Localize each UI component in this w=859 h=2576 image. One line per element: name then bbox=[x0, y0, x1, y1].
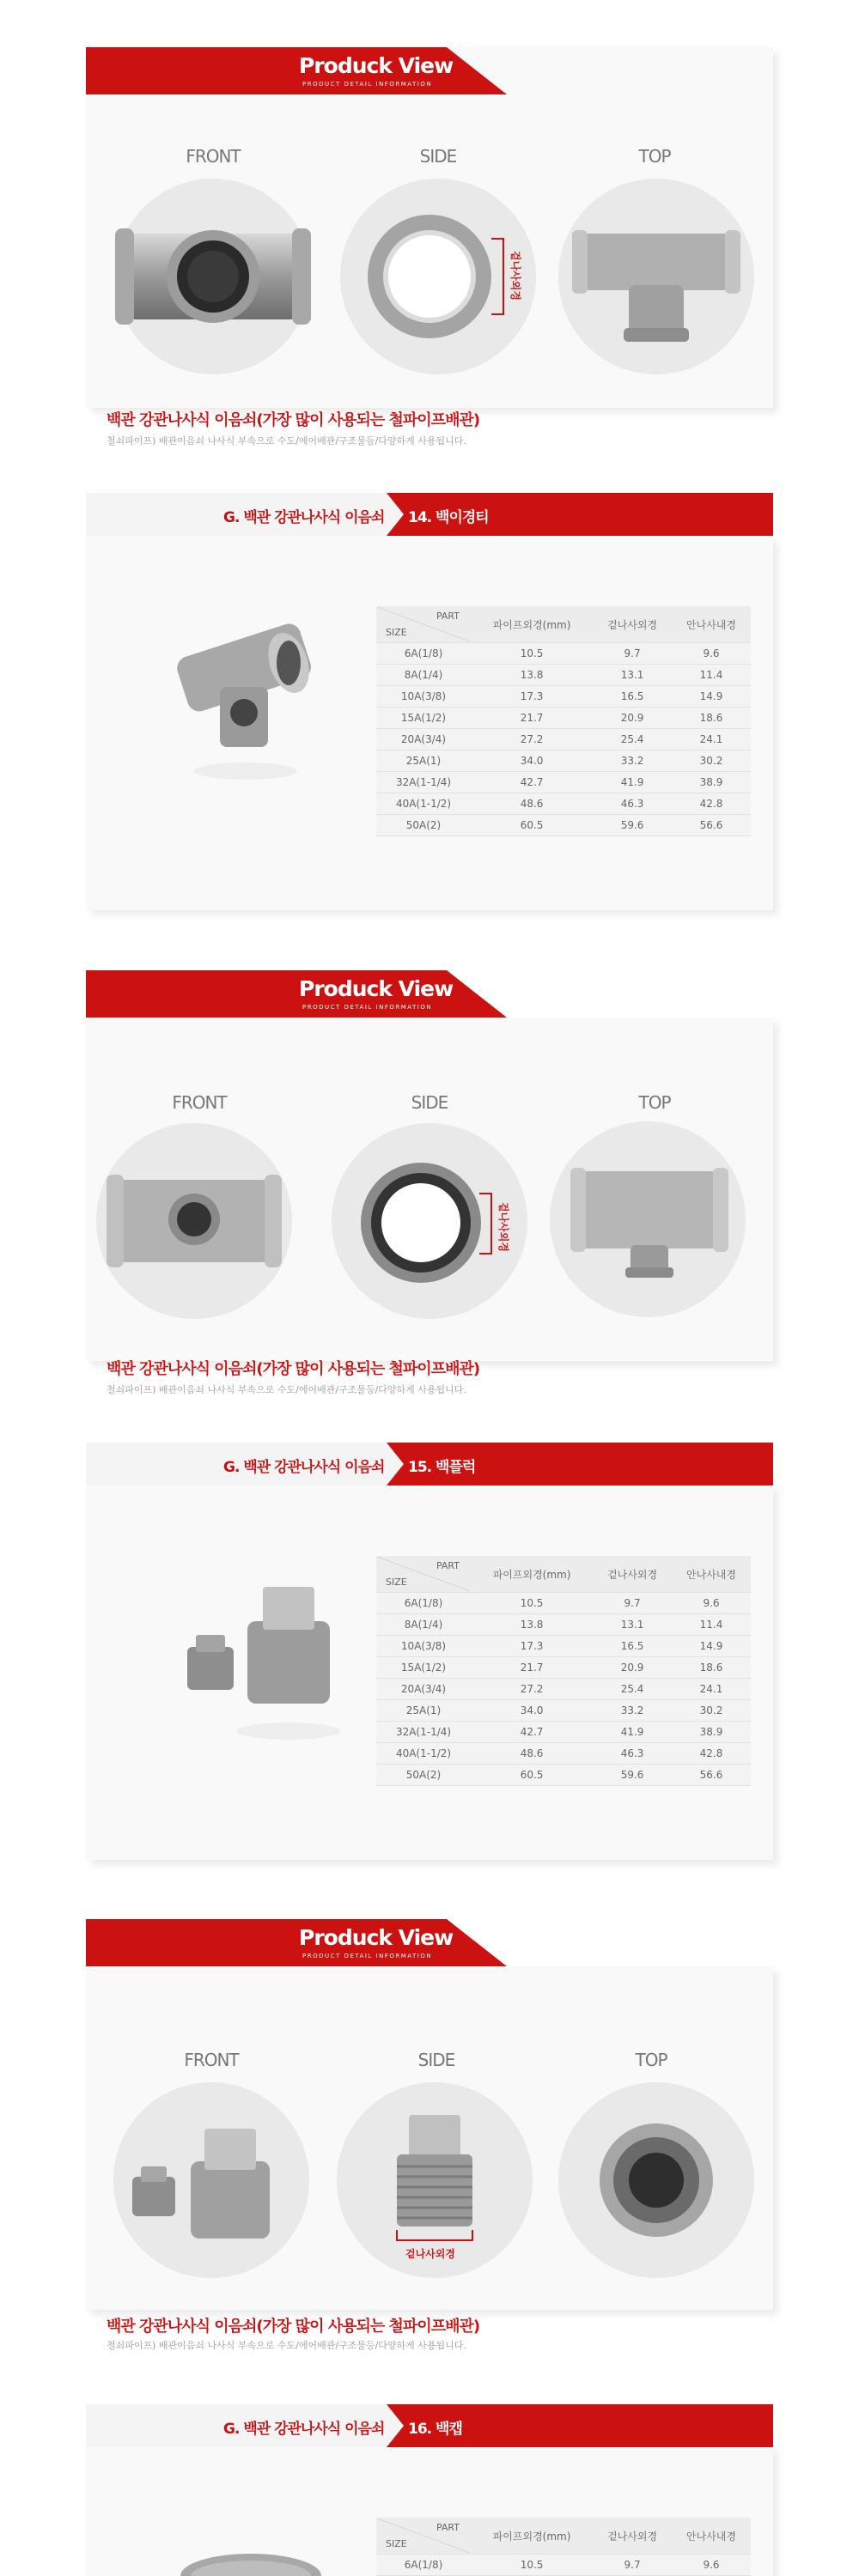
value-cell: 48.6 bbox=[471, 1743, 593, 1765]
table-row bbox=[376, 1636, 751, 1657]
table-row bbox=[376, 815, 751, 836]
value-cell: 20.9 bbox=[593, 1657, 672, 1679]
product-view-banner bbox=[86, 47, 515, 94]
table-row bbox=[376, 1593, 751, 1614]
value-cell: 42.8 bbox=[672, 1743, 751, 1765]
value-cell: 34.0 bbox=[471, 1700, 593, 1722]
view-label-top: TOP bbox=[638, 146, 671, 167]
column-header: 파이프외경(mm) bbox=[471, 606, 593, 643]
table-row bbox=[376, 1614, 751, 1636]
column-header: 겉나사외경 bbox=[593, 1556, 672, 1593]
value-cell: 13.1 bbox=[593, 1614, 672, 1636]
value-cell: 41.9 bbox=[593, 1722, 672, 1743]
banner-title: Produck View bbox=[299, 53, 454, 78]
value-cell: 33.2 bbox=[593, 1700, 672, 1722]
value-cell: 60.5 bbox=[471, 1765, 593, 1786]
value-cell: 34.0 bbox=[471, 750, 593, 772]
plug-side-image bbox=[337, 2082, 533, 2278]
value-cell: 24.1 bbox=[672, 729, 751, 750]
description-title: 백관 강관나사식 이음쇠(가장 많이 사용되는 철파이프배관) bbox=[107, 2318, 480, 2336]
table-row bbox=[376, 1657, 751, 1679]
front-view-circle bbox=[115, 179, 311, 374]
tee-top-image bbox=[558, 179, 754, 374]
value-cell: 14.9 bbox=[672, 1636, 751, 1657]
value-cell: 16.5 bbox=[593, 686, 672, 708]
value-cell: 56.6 bbox=[672, 815, 751, 836]
table-row bbox=[376, 1765, 751, 1786]
value-cell: 14.9 bbox=[672, 686, 751, 708]
size-cell: 40A(1-1/2) bbox=[376, 1743, 471, 1765]
value-cell: 30.2 bbox=[672, 750, 751, 772]
size-cell: 20A(3/4) bbox=[376, 729, 471, 750]
value-cell: 9.7 bbox=[593, 643, 672, 665]
top-view-circle bbox=[550, 1121, 746, 1317]
table-header-row bbox=[376, 1556, 751, 1593]
value-cell: 25.4 bbox=[593, 1679, 672, 1700]
value-cell: 9.7 bbox=[593, 2555, 672, 2576]
description-title: 백관 강관나사식 이음쇠(가장 많이 사용되는 철파이프배관) bbox=[107, 411, 480, 429]
value-cell: 17.3 bbox=[471, 1636, 593, 1657]
top-view-circle bbox=[558, 179, 754, 374]
value-cell: 46.3 bbox=[593, 1743, 672, 1765]
table-row bbox=[376, 2555, 751, 2576]
table-row bbox=[376, 772, 751, 793]
column-header: 파이프외경(mm) bbox=[471, 1556, 593, 1593]
value-cell: 59.6 bbox=[593, 815, 672, 836]
size-cell: 20A(3/4) bbox=[376, 1679, 471, 1700]
column-header: 안나사내경 bbox=[672, 1556, 751, 1593]
column-header: 파이프외경(mm) bbox=[471, 2518, 593, 2555]
table-row bbox=[376, 665, 751, 686]
size-cell: 8A(1/4) bbox=[376, 665, 471, 686]
value-cell: 10.5 bbox=[471, 1593, 593, 1614]
category-bar-16 bbox=[86, 2404, 773, 2447]
dimension-label: 겉나사외경 bbox=[509, 251, 521, 301]
value-cell: 42.8 bbox=[672, 793, 751, 815]
tee-side-image bbox=[340, 179, 536, 374]
value-cell: 38.9 bbox=[672, 1722, 751, 1743]
reducing-tee-top-image bbox=[550, 1121, 746, 1317]
value-cell: 21.7 bbox=[471, 1657, 593, 1679]
size-cell: 10A(3/8) bbox=[376, 1636, 471, 1657]
size-cell: 10A(3/8) bbox=[376, 686, 471, 708]
table-corner bbox=[376, 2518, 471, 2555]
spec-table-14 bbox=[376, 606, 751, 836]
value-cell: 13.8 bbox=[471, 665, 593, 686]
value-cell: 13.1 bbox=[593, 665, 672, 686]
value-cell: 27.2 bbox=[471, 1679, 593, 1700]
table-row bbox=[376, 708, 751, 729]
size-cell: 25A(1) bbox=[376, 1700, 471, 1722]
value-cell: 11.4 bbox=[672, 665, 751, 686]
value-cell: 30.2 bbox=[672, 1700, 751, 1722]
category-title: G. 백관 강관나사식 이음쇠 bbox=[223, 509, 385, 526]
product-name-15: 15. 백플럭 bbox=[408, 1459, 476, 1476]
banner-subtitle: PRODUCT DETAIL INFORMATION bbox=[302, 1004, 433, 1011]
side-view-circle bbox=[337, 2082, 533, 2278]
table-row bbox=[376, 793, 751, 815]
banner-title: Produck View bbox=[299, 976, 454, 1001]
value-cell: 9.7 bbox=[593, 1593, 672, 1614]
plug-front-image bbox=[113, 2082, 309, 2278]
size-cell: 32A(1-1/4) bbox=[376, 772, 471, 793]
category-bar-14 bbox=[86, 493, 773, 536]
table-header-row bbox=[376, 2518, 751, 2555]
view-label-front: FRONT bbox=[172, 1092, 227, 1113]
value-cell: 24.1 bbox=[672, 1679, 751, 1700]
column-header: 겉나사외경 bbox=[593, 2518, 672, 2555]
table-row bbox=[376, 1679, 751, 1700]
description-text: 철쇠파이프) 배관이음쇠 나사식 부속으로 수도/에어배관/구조물등/다양하게 사용됩니다. bbox=[107, 435, 466, 447]
dimension-label: 겉나사외경 bbox=[405, 2248, 455, 2260]
value-cell: 9.6 bbox=[672, 643, 751, 665]
value-cell: 42.7 bbox=[471, 772, 593, 793]
banner-subtitle: PRODUCT DETAIL INFORMATION bbox=[302, 1953, 433, 1959]
size-cell: 40A(1-1/2) bbox=[376, 793, 471, 815]
description-text: 철쇠파이프) 배관이음쇠 나사식 부속으로 수도/에어배관/구조물등/다양하게 사용됩니다. bbox=[107, 2340, 466, 2351]
table-row bbox=[376, 1743, 751, 1765]
spec-table-16 bbox=[376, 2518, 751, 2576]
front-view-circle bbox=[96, 1123, 292, 1319]
view-label-top: TOP bbox=[638, 1092, 671, 1113]
description-text: 철쇠파이프) 배관이음쇠 나사식 부속으로 수도/에어배관/구조물등/다양하게 사용됩니다. bbox=[107, 1384, 466, 1395]
size-label: SIZE bbox=[386, 1577, 407, 1588]
value-cell: 42.7 bbox=[471, 1722, 593, 1743]
table-row bbox=[376, 1722, 751, 1743]
value-cell: 13.8 bbox=[471, 1614, 593, 1636]
banner-title: Produck View bbox=[299, 1925, 454, 1950]
value-cell: 21.7 bbox=[471, 708, 593, 729]
column-header: 안나사내경 bbox=[672, 606, 751, 643]
category-title: G. 백관 강관나사식 이음쇠 bbox=[223, 2421, 385, 2438]
part-label: PART bbox=[436, 1560, 460, 1571]
value-cell: 17.3 bbox=[471, 686, 593, 708]
value-cell: 9.6 bbox=[672, 2555, 751, 2576]
table-row bbox=[376, 686, 751, 708]
size-cell: 50A(2) bbox=[376, 815, 471, 836]
front-view-circle bbox=[113, 2082, 309, 2278]
description-title: 백관 강관나사식 이음쇠(가장 많이 사용되는 철파이프배관) bbox=[107, 1360, 480, 1378]
value-cell: 27.2 bbox=[471, 729, 593, 750]
view-label-front: FRONT bbox=[184, 2050, 239, 2070]
top-view-circle bbox=[558, 2082, 754, 2278]
value-cell: 20.9 bbox=[593, 708, 672, 729]
value-cell: 9.6 bbox=[672, 1593, 751, 1614]
part-label: PART bbox=[436, 611, 460, 622]
value-cell: 59.6 bbox=[593, 1765, 672, 1786]
table-corner bbox=[376, 606, 471, 643]
size-label: SIZE bbox=[386, 2538, 407, 2549]
value-cell: 46.3 bbox=[593, 793, 672, 815]
value-cell: 60.5 bbox=[471, 815, 593, 836]
table-body bbox=[376, 643, 751, 836]
view-label-top: TOP bbox=[635, 2050, 667, 2070]
category-bar-15 bbox=[86, 1443, 773, 1485]
value-cell: 11.4 bbox=[672, 1614, 751, 1636]
reducing-tee-image bbox=[168, 618, 323, 790]
product-name-16: 16. 백캡 bbox=[408, 2421, 462, 2438]
size-cell: 32A(1-1/4) bbox=[376, 1722, 471, 1743]
value-cell: 18.6 bbox=[672, 708, 751, 729]
column-header: 겉나사외경 bbox=[593, 606, 672, 643]
reducing-tee-side-image bbox=[332, 1123, 527, 1319]
table-row bbox=[376, 729, 751, 750]
size-cell: 15A(1/2) bbox=[376, 708, 471, 729]
view-label-side: SIDE bbox=[417, 2050, 455, 2070]
value-cell: 10.5 bbox=[471, 2555, 593, 2576]
cap-image bbox=[172, 2542, 326, 2576]
size-cell: 15A(1/2) bbox=[376, 1657, 471, 1679]
reducing-tee-front-image bbox=[96, 1123, 292, 1319]
value-cell: 48.6 bbox=[471, 793, 593, 815]
value-cell: 56.6 bbox=[672, 1765, 751, 1786]
product-view-banner bbox=[86, 1919, 515, 1966]
spec-table-15 bbox=[376, 1556, 751, 1786]
column-header: 안나사내경 bbox=[672, 2518, 751, 2555]
plug-image bbox=[180, 1580, 344, 1752]
size-cell: 25A(1) bbox=[376, 750, 471, 772]
size-cell: 6A(1/8) bbox=[376, 2555, 471, 2576]
table-corner bbox=[376, 1556, 471, 1593]
view-label-side: SIDE bbox=[419, 146, 457, 167]
size-cell: 50A(2) bbox=[376, 1765, 471, 1786]
value-cell: 10.5 bbox=[471, 643, 593, 665]
value-cell: 38.9 bbox=[672, 772, 751, 793]
dimension-label: 겉나사외경 bbox=[497, 1202, 509, 1252]
table-body bbox=[376, 1593, 751, 1786]
category-title: G. 백관 강관나사식 이음쇠 bbox=[223, 1459, 385, 1476]
table-row bbox=[376, 643, 751, 665]
table-body bbox=[376, 2555, 751, 2576]
table-row bbox=[376, 1700, 751, 1722]
side-view-circle bbox=[332, 1123, 527, 1319]
product-view-banner bbox=[86, 970, 515, 1018]
side-view-circle bbox=[340, 179, 536, 374]
plug-top-image bbox=[558, 2082, 754, 2278]
table-row bbox=[376, 750, 751, 772]
value-cell: 25.4 bbox=[593, 729, 672, 750]
value-cell: 41.9 bbox=[593, 772, 672, 793]
part-label: PART bbox=[436, 2522, 460, 2533]
view-label-side: SIDE bbox=[411, 1092, 448, 1113]
value-cell: 18.6 bbox=[672, 1657, 751, 1679]
table-header-row bbox=[376, 606, 751, 643]
view-label-front: FRONT bbox=[186, 146, 241, 167]
product-name-14: 14. 백이경티 bbox=[408, 509, 489, 526]
size-cell: 6A(1/8) bbox=[376, 1593, 471, 1614]
size-cell: 6A(1/8) bbox=[376, 643, 471, 665]
tee-front-image bbox=[115, 179, 311, 374]
value-cell: 33.2 bbox=[593, 750, 672, 772]
banner-subtitle: PRODUCT DETAIL INFORMATION bbox=[302, 81, 433, 88]
size-label: SIZE bbox=[386, 627, 407, 638]
value-cell: 16.5 bbox=[593, 1636, 672, 1657]
size-cell: 8A(1/4) bbox=[376, 1614, 471, 1636]
